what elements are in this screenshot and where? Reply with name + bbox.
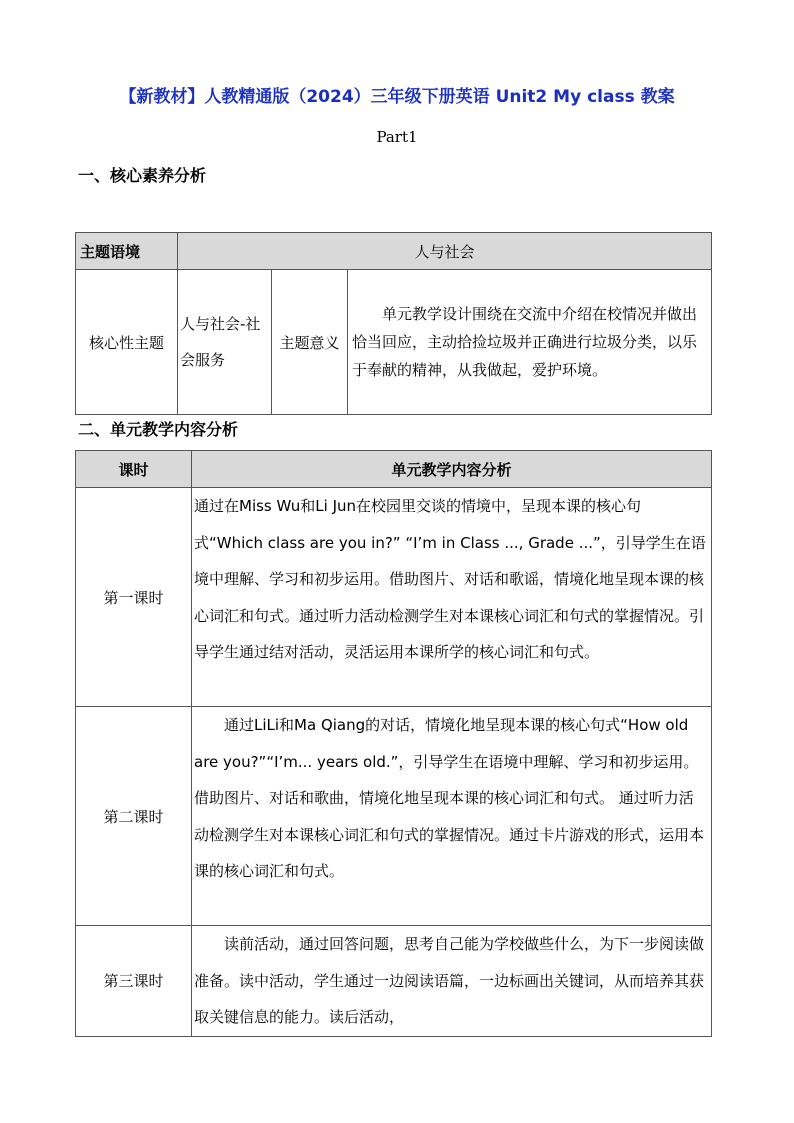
core-literacy-table [75, 232, 712, 415]
theme-context-value: 人与社会 [178, 233, 712, 270]
table-row [76, 707, 712, 926]
table-row [76, 233, 712, 270]
part-label: Part1 [376, 128, 418, 146]
header-lesson: 课时 [76, 451, 192, 488]
table-row [76, 270, 712, 415]
document-title: 【新教材】人教精通版（2024）三年级下册英语 Unit2 My class 教案 [119, 87, 675, 107]
content-analysis-table [75, 450, 712, 1037]
table-header-row [76, 451, 712, 488]
lesson-content: 通过LiLi和Ma Qiang的对话，情境化地呈现本课的核心句式“How old are you?”“I’m... years old.”，引导学生在语境中理解、学习和初步运用。借助图片、对话和歌曲，情境化地呈现本课的核心词汇和句式。 通过听力活动检测学生对本课核心词汇和句式的掌握情况。通过卡片游戏的形式，运用本课的核心词汇和句式。 [192, 707, 712, 926]
header-content: 单元教学内容分析 [192, 451, 712, 488]
lesson-content: 通过在Miss Wu和Li Jun在校园里交谈的情境中，呈现本课的核心句式“Which class are you in?” “I’m in Class ..., Grade ...”，引导学生在语境中理解、学习和初步运用。借助图片、对话和歌谣，情境化地呈现本课的核心词汇和句式。通过听力活动检测学生对本课核心词汇和句式的掌握情况。引导学生通过结对活动，灵活运用本课所学的核心词汇和句式。 [192, 488, 712, 707]
section-heading-content-analysis: 二、单元教学内容分析 [78, 420, 239, 439]
core-theme-label: 核心性主题 [76, 270, 178, 415]
table-row [76, 926, 712, 1037]
lesson-label: 第二课时 [76, 707, 192, 926]
theme-meaning-label: 主题意义 [272, 270, 348, 415]
lesson-content: 读前活动，通过回答问题，思考自己能为学校做些什么，为下一步阅读做准备。读中活动，学生通过一边阅读语篇，一边标画出关键词，从而培养其获取关键信息的能力。读后活动， [192, 926, 712, 1037]
lesson-label: 第三课时 [76, 926, 192, 1037]
section-heading-core-literacy: 一、核心素养分析 [78, 166, 207, 185]
lesson-label: 第一课时 [76, 488, 192, 707]
core-theme-value: 人与社会-社会服务 [178, 270, 272, 415]
theme-meaning-value: 单元教学设计围绕在交流中介绍在校情况并做出恰当回应，主动拾捡垃圾并正确进行垃圾分类，以乐于奉献的精神，从我做起，爱护环境。 [348, 270, 712, 415]
table-row [76, 488, 712, 707]
theme-context-label: 主题语境 [76, 233, 178, 270]
